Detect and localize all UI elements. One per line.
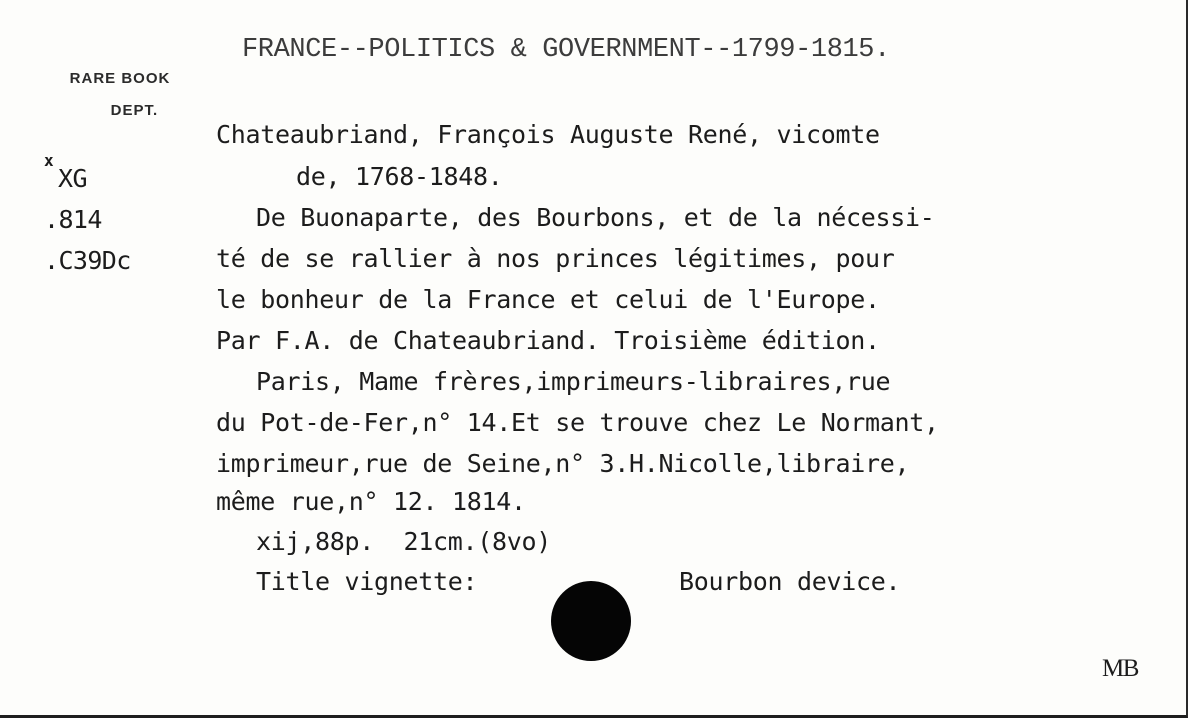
call-number-line-1: XG <box>58 164 87 193</box>
call-number-mark: x <box>44 151 54 170</box>
call-number-line-2: .814 <box>44 205 102 234</box>
body-line-7: Paris, Mame frères,imprimeurs-libraires,rue <box>256 367 891 396</box>
call-number-line-3: .C39Dc <box>44 246 131 275</box>
body-line-11: xij,88p. 21cm.(8vo) <box>256 527 552 556</box>
body-line-2: de, 1768-1848. <box>296 162 503 191</box>
body-line-8: du Pot-de-Fer,n° 14.Et se trouve chez Le Normant, <box>216 408 939 437</box>
department-line-2 <box>90 88 158 133</box>
body-line-12: Title vignette: <box>256 567 478 596</box>
card-punch-hole <box>551 581 631 661</box>
body-line-6: Par F.A. de Chateaubriand. Troisième édition. <box>216 326 880 355</box>
body-line-9: imprimeur,rue de Seine,n° 3.H.Nicolle,libraire, <box>216 449 910 478</box>
body-line-13: Bourbon device. <box>679 567 901 596</box>
cataloger-initials: MB <box>1102 655 1138 682</box>
body-line-5: le bonheur de la France et celui de l'Europe. <box>216 285 880 314</box>
department-line-1-text: RARE BOOK <box>69 70 171 87</box>
body-line-3: De Buonaparte, des Bourbons, et de la nécessi- <box>256 203 935 232</box>
body-line-4: té de se rallier à nos princes légitimes, pour <box>216 244 895 273</box>
body-line-1: Chateaubriand, François Auguste René, vicomte <box>216 120 880 149</box>
body-line-10: même rue,n° 12. 1814. <box>216 487 526 516</box>
subject-heading: FRANCE--POLITICS & GOVERNMENT--1799-1815. <box>242 35 890 65</box>
department-line-2-text: DEPT. <box>110 102 159 119</box>
